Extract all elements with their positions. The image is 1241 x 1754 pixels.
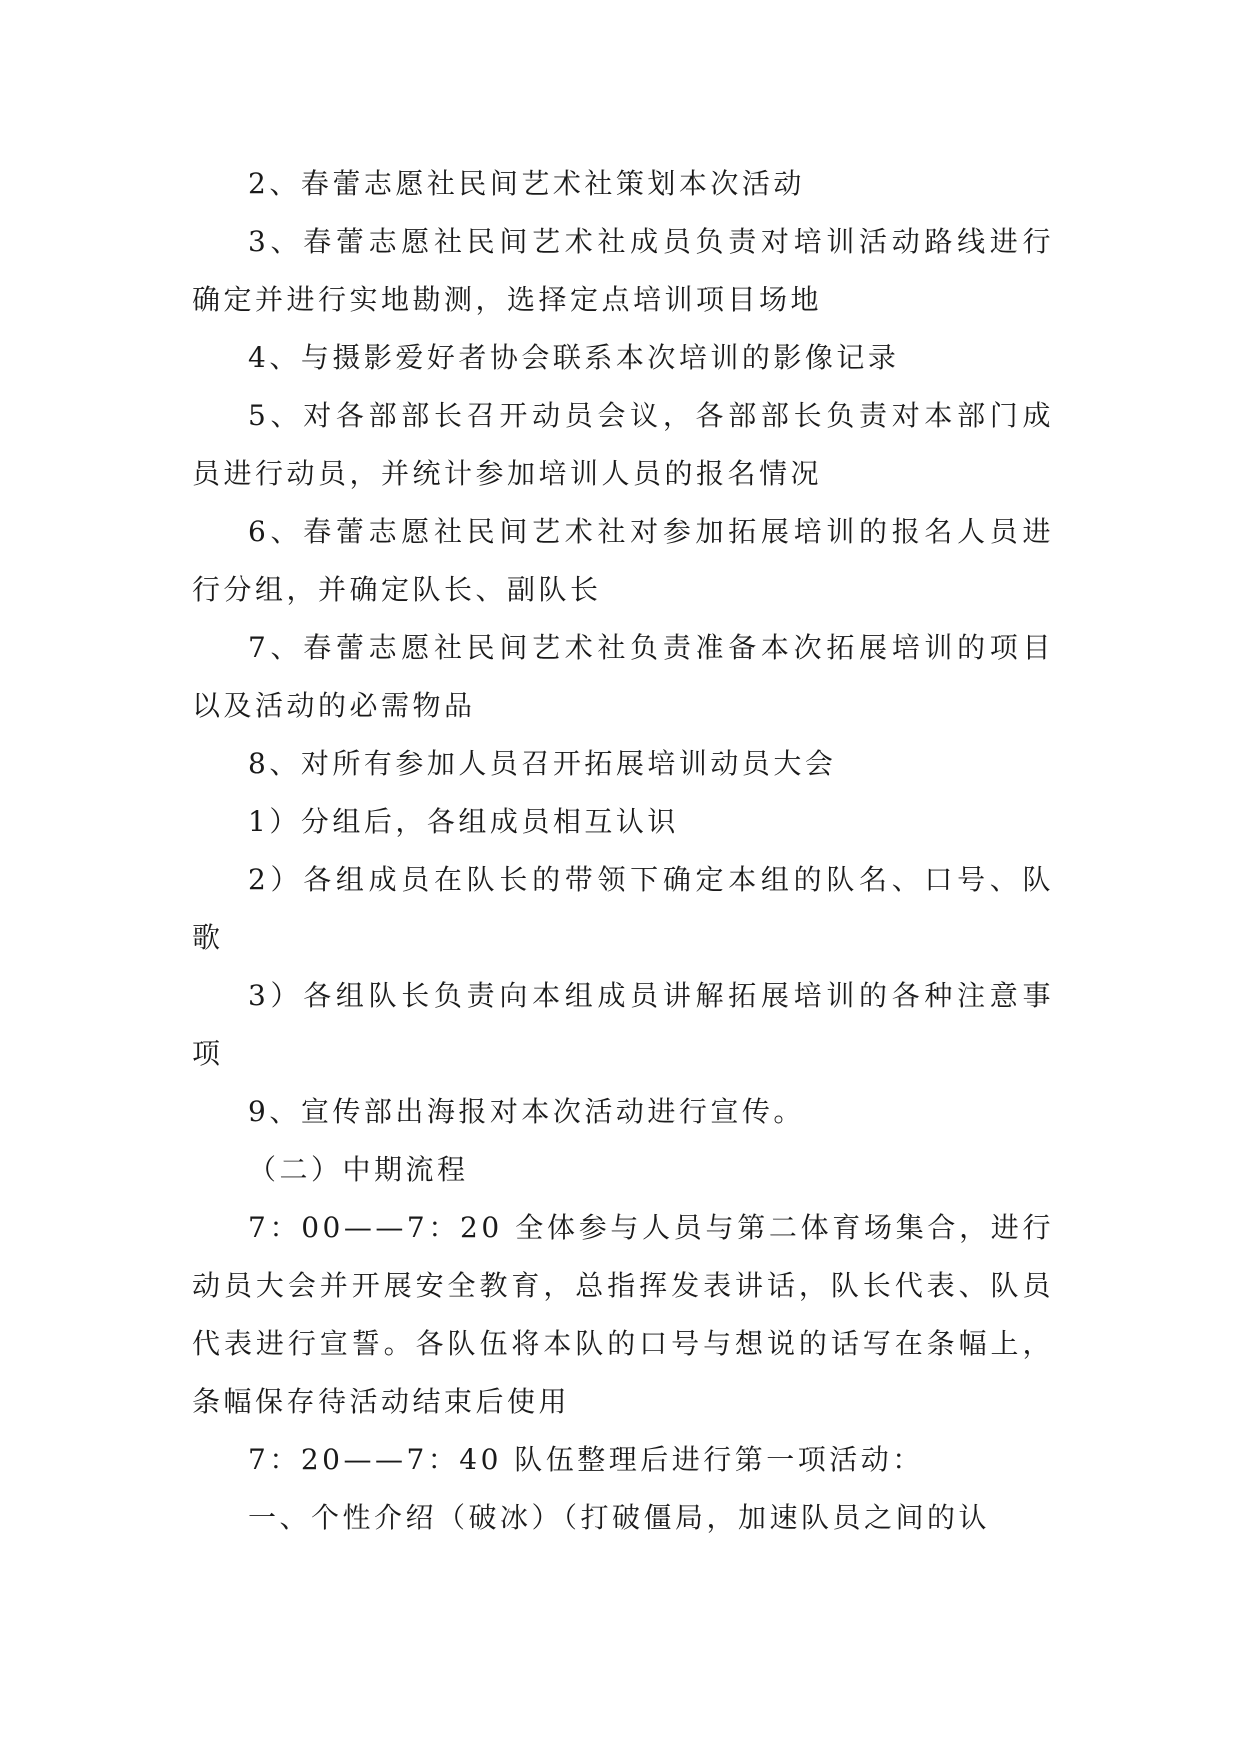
paragraph-step-3: 3、春蕾志愿社民间艺术社成员负责对培训活动路线进行确定并进行实地勘测，选择定点培训项目场地 <box>192 225 1054 316</box>
paragraph-substep-2: 2）各组成员在队长的带领下确定本组的队名、口号、队歌 <box>192 863 1054 954</box>
paragraph-schedule-0700: 7：00——7：20 全体参与人员与第二体育场集合，进行动员大会并开展安全教育，总指挥发表讲话，队长代表、队员代表进行宣誓。各队伍将本队的口号与想说的话写在条幅上，条幅保存待活动结束后使用 <box>192 1211 1054 1418</box>
section-heading-mid-process: （二）中期流程 <box>248 1153 469 1186</box>
paragraph-substep-1: 1）分组后，各组成员相互认识 <box>248 805 679 838</box>
paragraph-step-4: 4、与摄影爱好者协会联系本次培训的影像记录 <box>248 341 900 374</box>
document-body <box>192 155 1054 1547</box>
paragraph-step-5: 5、对各部部长召开动员会议，各部部长负责对本部门成员进行动员，并统计参加培训人员的报名情况 <box>192 399 1054 490</box>
paragraph-step-8: 8、对所有参加人员召开拓展培训动员大会 <box>248 747 837 780</box>
paragraph-activity-1: 一、个性介绍（破冰）（打破僵局，加速队员之间的认 <box>248 1501 991 1534</box>
paragraph-step-7: 7、春蕾志愿社民间艺术社负责准备本次拓展培训的项目以及活动的必需物品 <box>192 631 1054 722</box>
paragraph-step-9: 9、宣传部出海报对本次活动进行宣传。 <box>248 1095 805 1128</box>
paragraph-schedule-0720: 7：20——7：40 队伍整理后进行第一项活动： <box>248 1443 924 1476</box>
paragraph-substep-3: 3）各组队长负责向本组成员讲解拓展培训的各种注意事项 <box>192 979 1054 1070</box>
paragraph-step-6: 6、春蕾志愿社民间艺术社对参加拓展培训的报名人员进行分组，并确定队长、副队长 <box>192 515 1054 606</box>
paragraph-step-2: 2、春蕾志愿社民间艺术社策划本次活动 <box>248 167 805 200</box>
